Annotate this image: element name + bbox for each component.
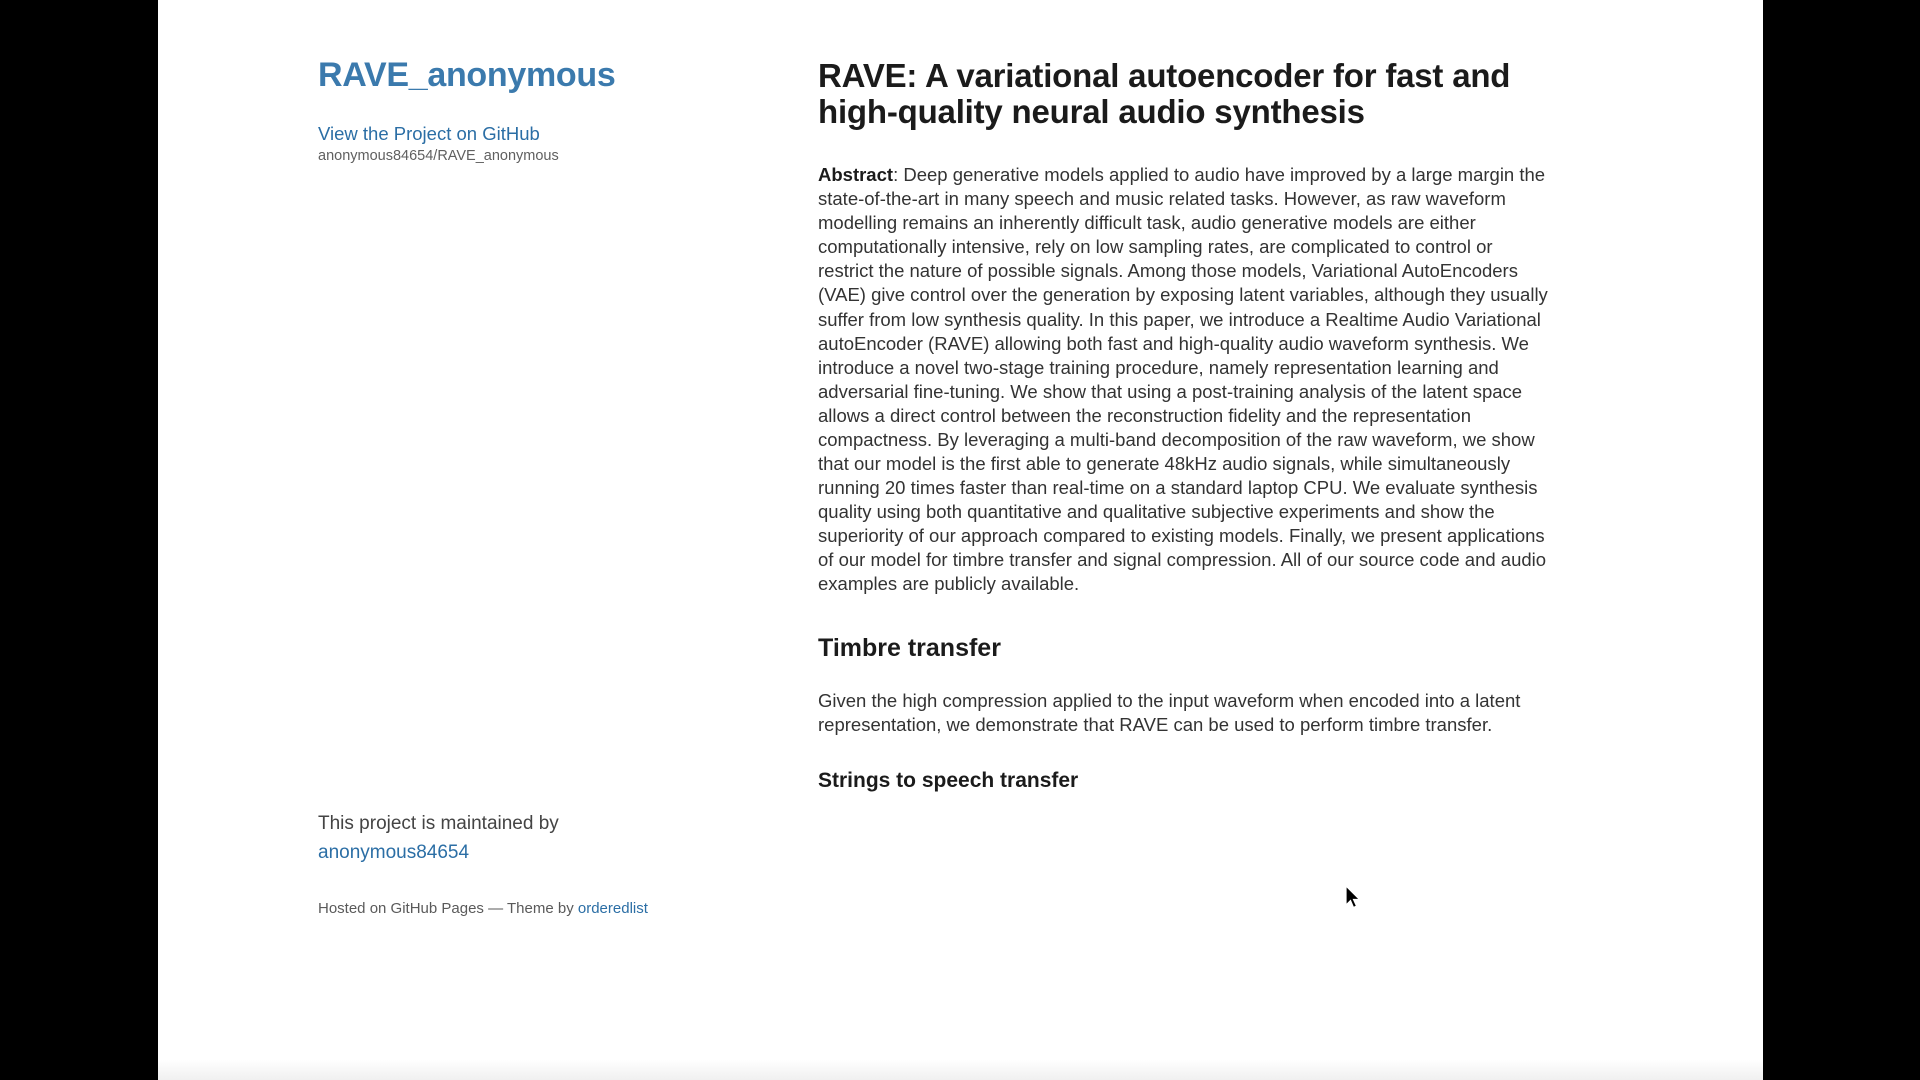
sidebar [318, 56, 818, 1016]
abstract-label: Abstract [818, 164, 894, 186]
abstract-body: : Deep generative models applied to audio have improved by a large margin the state-of-the-art in many speech and music related tasks. However, as raw waveform modelling remains an inherently difficult task, audio generative models are either computationally intensive, rely on low sampling rates, are complicated to control or restrict the nature of possible signals. Among those models, Variational AutoEncoders (VAE) give control over the generation by exposing latent variables, although they usually suffer from low synthesis quality. In this paper, we introduce a Realtime Audio Variational autoEncoder (RAVE) allowing both fast and high-quality audio waveform synthesis. We introduce a novel two-stage training procedure, namely representation learning and adversarial fine-tuning. We show that using a post-training analysis of the latent space allows a direct control between the reconstruction fidelity and the representation compactness. By leveraging a multi-band decomposition of the raw waveform, we show that our model is the first able to generate 48kHz audio signals, while simultaneously running 20 times faster than real-time on a standard laptop CPU. We evaluate synthesis quality using both quantitative and qualitative subjective experiments and show the superiority of our approach compared to existing models. Finally, we present applications of our model for timbre transfer and signal compression. All of our source code and audio examples are publicly available. [818, 164, 1548, 595]
site-title-link[interactable]: RAVE_anonymous [318, 56, 616, 94]
view-project-on-github-link[interactable]: View the Project on GitHub [318, 123, 540, 145]
subsection-heading-strings-to-speech: Strings to speech transfer [818, 769, 1079, 793]
hosted-on-label: Hosted on GitHub Pages — Theme by [318, 900, 574, 917]
theme-author-link[interactable]: orderedlist [577, 900, 648, 917]
hosted-on-text [318, 900, 778, 917]
maintained-by-label: This project is maintained by [318, 812, 559, 834]
page-bottom-fade [158, 1060, 1763, 1080]
repository-path: anonymous84654/RAVE_anonymous [318, 148, 559, 165]
sidebar-footer [318, 811, 778, 932]
site-title [318, 56, 778, 95]
maintainer-link[interactable]: anonymous84654 [318, 842, 470, 864]
abstract-paragraph [818, 163, 1548, 596]
section-heading-timbre-transfer: Timbre transfer [818, 634, 1001, 663]
paper-title: RAVE: A variational autoencoder for fast and high-quality neural audio synthesis [818, 57, 1511, 130]
main-content [818, 56, 1548, 1016]
page-wrapper [158, 0, 1763, 1016]
timbre-transfer-paragraph: Given the high compression applied to the input waveform when encoded into a latent representation, we demonstrate that RAVE can be used to perform timbre transfer. [818, 690, 1521, 736]
page-canvas [158, 0, 1763, 1080]
maintained-by-text [318, 811, 778, 866]
